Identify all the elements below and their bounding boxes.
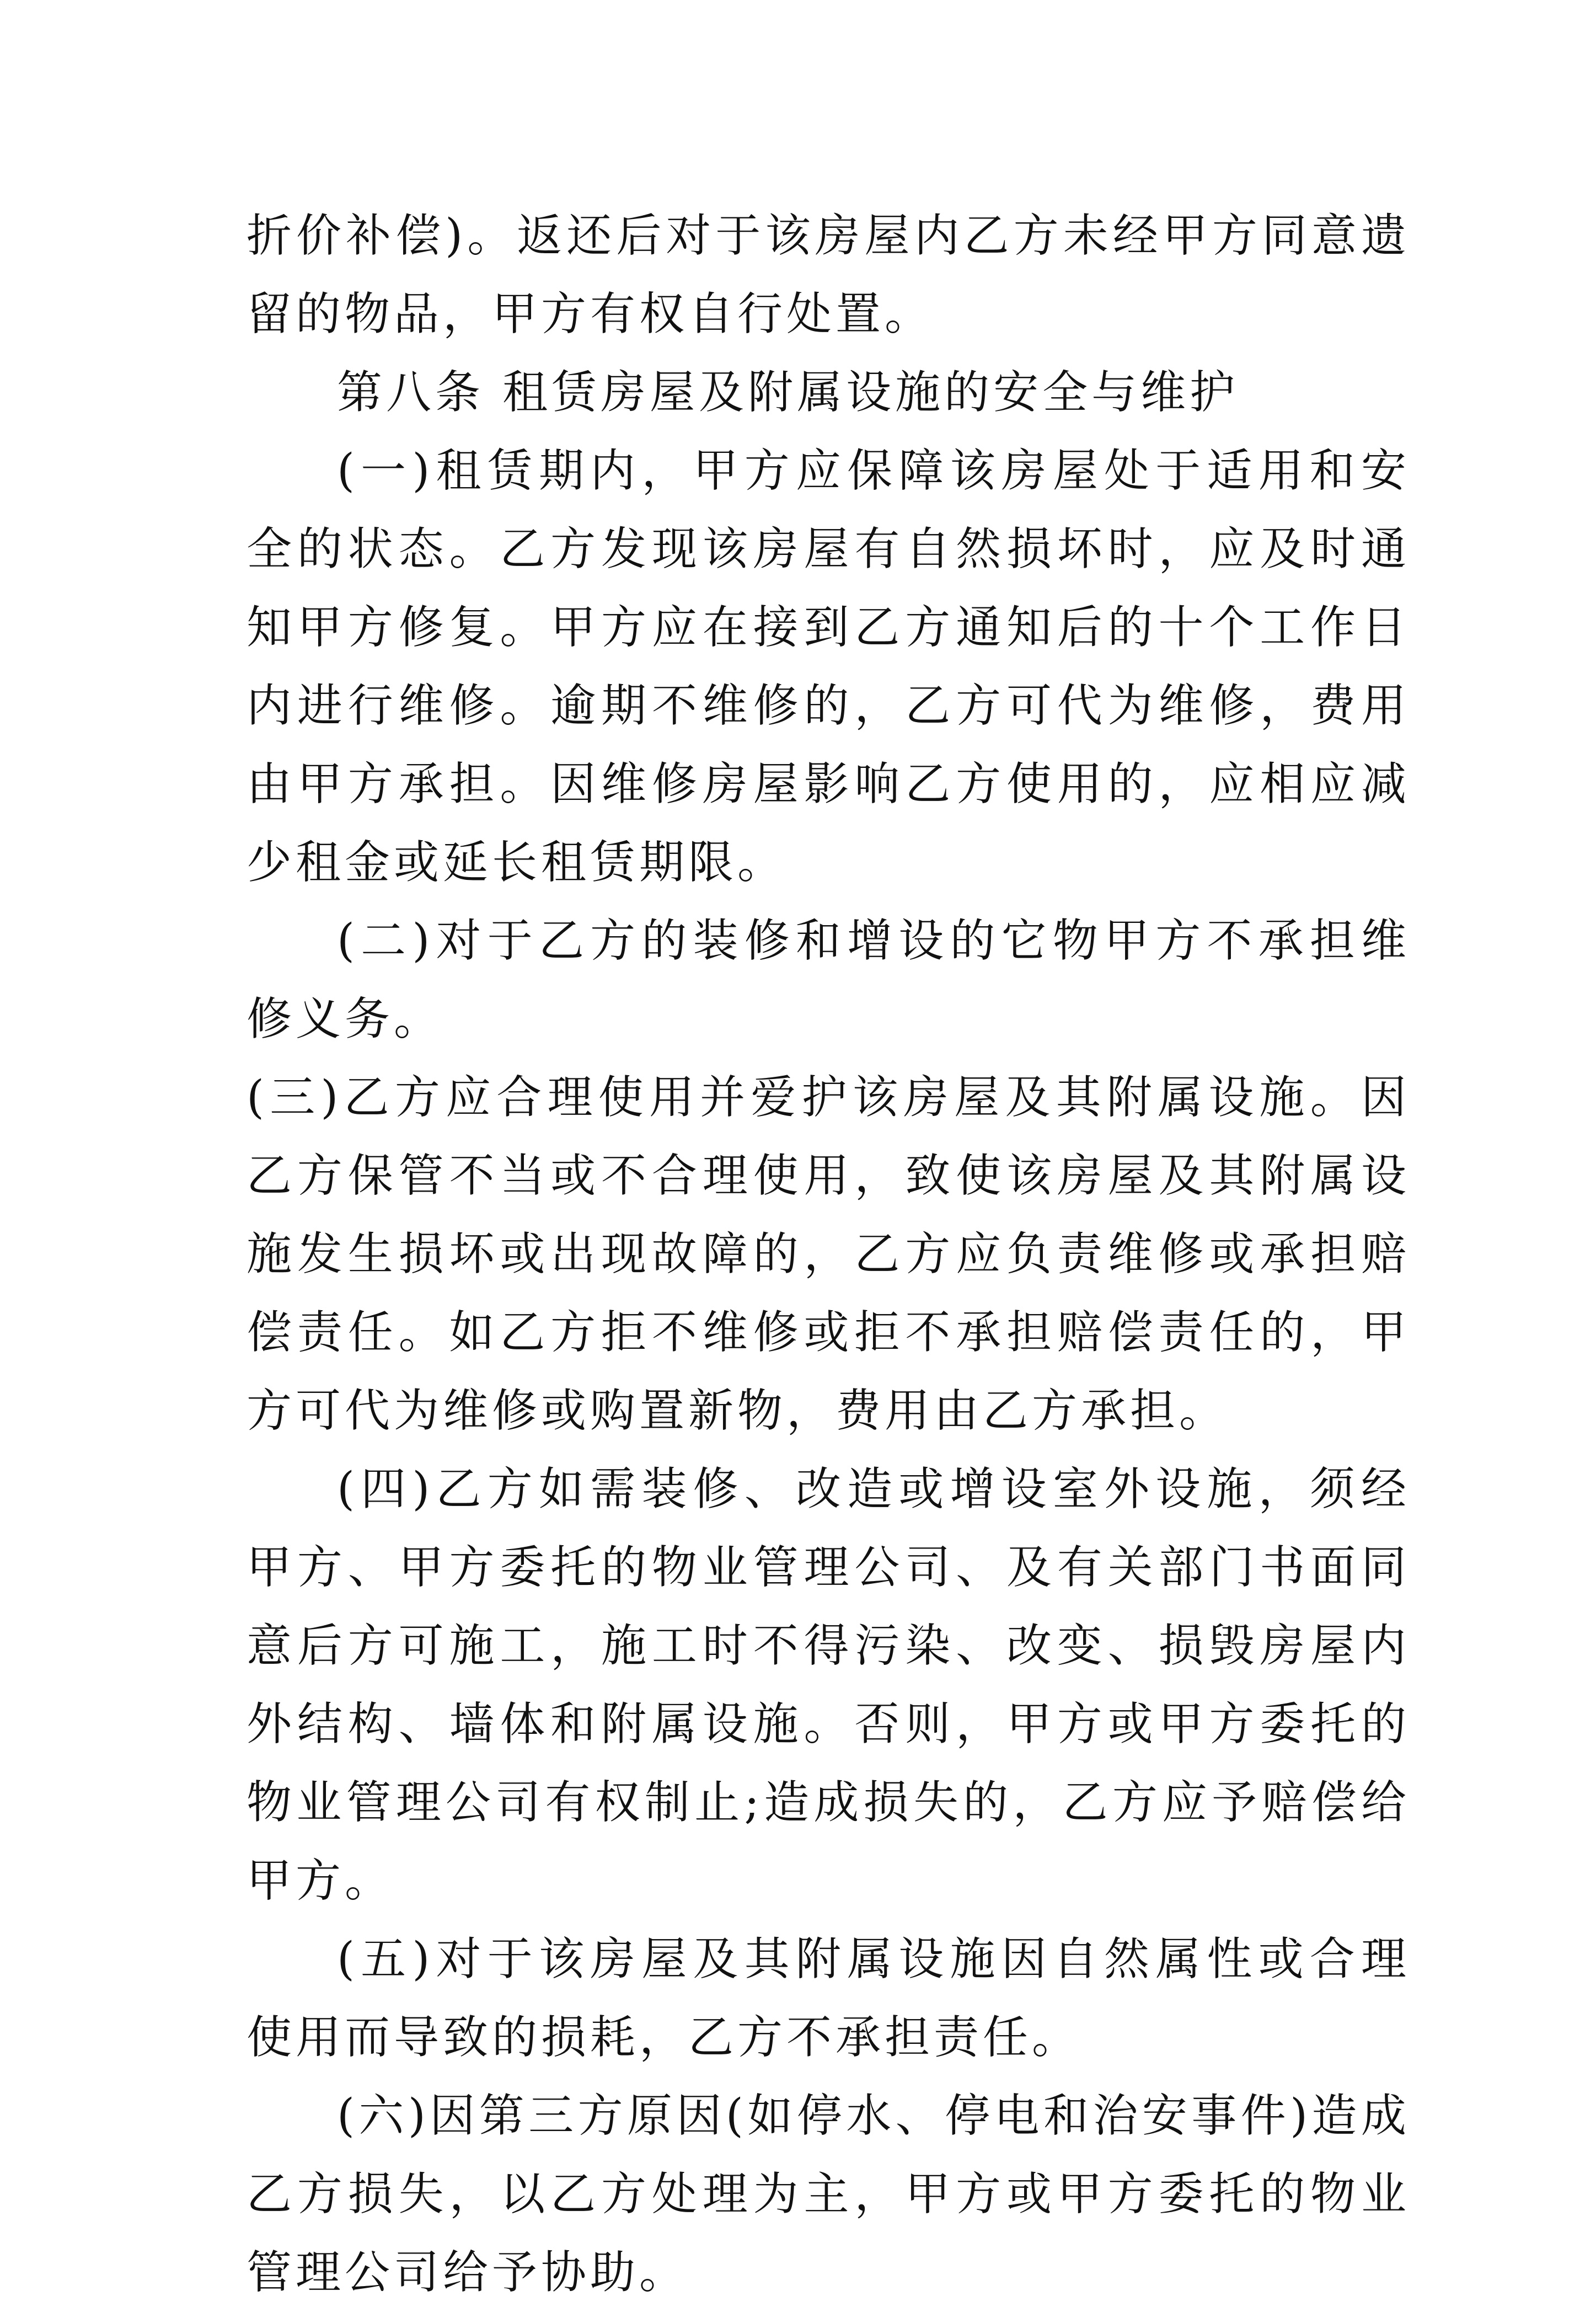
clause-3-paragraph: (三)乙方应合理使用并爱护该房屋及其附属设施。因乙方保管不当或不合理使用，致使该房屋及其附属设施发生损坏或出现故障的，乙方应负责维修或承担赔偿责任。如乙方拒不维修或拒不承担赔偿责任的，甲方可代为维修或购置新物，费用由乙方承担。 [247,1071,1410,1437]
clause-6-paragraph: (六)因第三方原因(如停水、停电和治安事件)造成乙方损失，以乙方处理为主，甲方或甲方委托的物业管理公司给予协助。 [247,2090,1410,2299]
clause-2-paragraph: (二)对于乙方的装修和增设的它物甲方不承担维修义务。 [247,915,1410,1045]
document-body [247,197,1410,2312]
clause-5-paragraph: (五)对于该房屋及其附属设施因自然属性或合理使用而导致的损耗，乙方不承担责任。 [247,1933,1410,2064]
article-8-heading: 第八条 租赁房屋及附属设施的安全与维护 [337,366,1239,419]
clause-1-paragraph: (一)租赁期内，甲方应保障该房屋处于适用和安全的状态。乙方发现该房屋有自然损坏时，应及时通知甲方修复。甲方应在接到乙方通知后的十个工作日内进行维修。逾期不维修的，乙方可代为维修，费用由甲方承担。因维修房屋影响乙方使用的，应相应减少租金或延长租赁期限。 [247,445,1410,889]
paragraph-return-continued: 折价补偿)。返还后对于该房屋内乙方未经甲方同意遗留的物品，甲方有权自行处置。 [247,210,1410,340]
clause-4-paragraph: (四)乙方如需装修、改造或增设室外设施，须经甲方、甲方委托的物业管理公司、及有关部门书面同意后方可施工，施工时不得污染、改变、损毁房屋内外结构、墙体和附属设施。否则，甲方或甲方委托的物业管理公司有权制止;造成损失的，乙方应予赔偿给甲方。 [247,1463,1410,1907]
